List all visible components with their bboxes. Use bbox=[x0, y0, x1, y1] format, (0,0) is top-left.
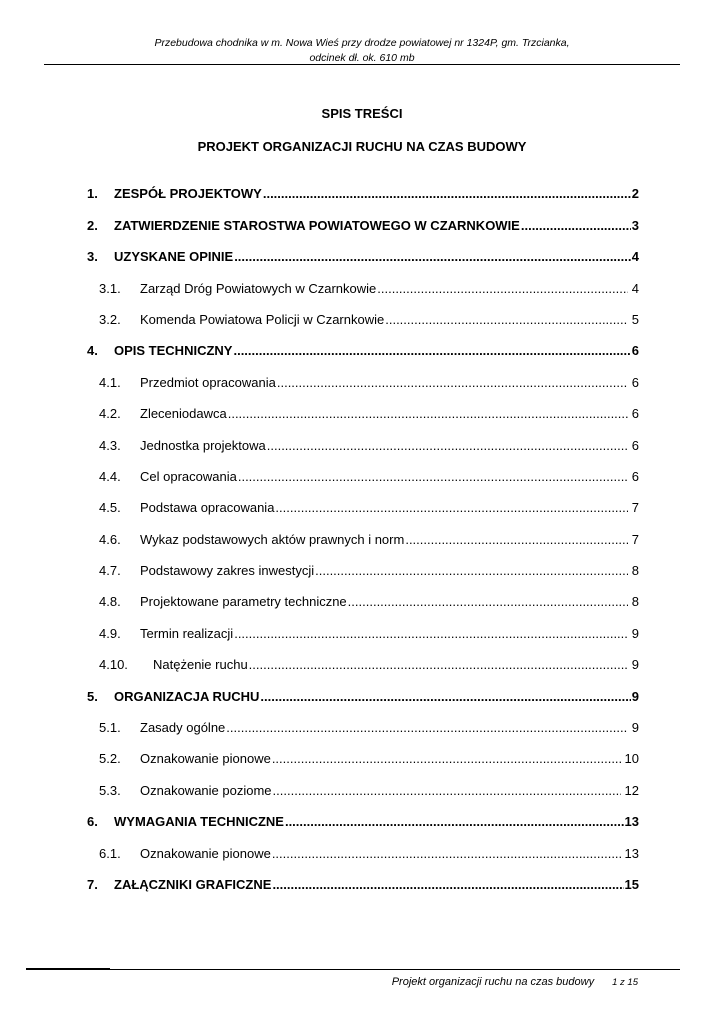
toc-entry-page: 13 bbox=[624, 845, 639, 861]
toc-entry[interactable] bbox=[87, 421, 639, 452]
toc-entry-title: Oznakowanie pionowe bbox=[140, 751, 271, 767]
toc-entry[interactable] bbox=[87, 233, 639, 264]
toc-entry[interactable] bbox=[87, 201, 639, 232]
toc-leader-dots bbox=[234, 626, 628, 641]
toc-entry-title: ORGANIZACJA RUCHU bbox=[114, 688, 260, 704]
toc-leader-dots bbox=[385, 312, 628, 327]
toc-entry-title: Zleceniodawca bbox=[140, 406, 227, 422]
toc-entry-number: 7. bbox=[87, 876, 98, 892]
page-number: 1 z 15 bbox=[612, 977, 638, 988]
toc-entry-page: 13 bbox=[624, 814, 639, 830]
toc-leader-dots bbox=[273, 783, 621, 798]
toc-leader-dots bbox=[272, 846, 621, 861]
toc-entry-number: 3.2. bbox=[99, 311, 121, 327]
toc-subtitle: PROJEKT ORGANIZACJI RUCHU NA CZAS BUDOWY bbox=[197, 139, 527, 154]
toc-entry-page: 15 bbox=[624, 876, 639, 892]
toc-leader-dots bbox=[377, 281, 628, 296]
toc-leader-dots bbox=[238, 469, 628, 484]
toc-entry-number: 6. bbox=[87, 814, 98, 830]
toc-leader-dots bbox=[260, 689, 630, 704]
toc-entry-page: 4 bbox=[631, 280, 639, 296]
toc-entry-page: 8 bbox=[631, 594, 639, 610]
toc-entry[interactable] bbox=[87, 453, 639, 484]
toc-entry[interactable] bbox=[87, 484, 639, 515]
toc-entry-page: 4 bbox=[631, 249, 639, 265]
toc-entry-page: 9 bbox=[631, 657, 639, 673]
toc-entry-page: 9 bbox=[631, 720, 639, 736]
toc-entry-title: Projektowane parametry techniczne bbox=[140, 594, 347, 610]
toc-entry-page: 12 bbox=[624, 782, 639, 798]
toc-entry-page: 2 bbox=[631, 186, 639, 202]
toc-entry-number: 4.1. bbox=[99, 374, 121, 390]
toc-entry-page: 9 bbox=[631, 688, 639, 704]
toc-entry-number: 4.10. bbox=[99, 657, 128, 673]
toc-entry[interactable] bbox=[87, 264, 639, 295]
toc-entry-title: Cel opracowania bbox=[140, 468, 237, 484]
toc-entry-title: Podstawa opracowania bbox=[140, 500, 275, 516]
toc-leader-dots bbox=[405, 532, 627, 547]
toc-leader-dots bbox=[234, 249, 631, 264]
toc-leader-dots bbox=[277, 375, 628, 390]
toc-entry-number: 5. bbox=[87, 688, 98, 704]
toc-entry-page: 5 bbox=[631, 311, 639, 327]
toc-entry-title: OPIS TECHNICZNY bbox=[114, 343, 233, 359]
header-line-2: odcinek dł. ok. 610 mb bbox=[309, 52, 415, 64]
toc-leader-dots bbox=[315, 563, 628, 578]
toc-entry-page: 9 bbox=[631, 625, 639, 641]
toc-entry-title: Oznakowanie poziome bbox=[140, 782, 272, 798]
toc-entry-number: 2. bbox=[87, 217, 98, 233]
toc-entry-title: Jednostka projektowa bbox=[140, 437, 266, 453]
toc-entry-page: 7 bbox=[631, 500, 639, 516]
toc-leader-dots bbox=[285, 814, 624, 829]
toc-entry[interactable] bbox=[87, 672, 639, 703]
toc-entry-number: 3.1. bbox=[99, 280, 121, 296]
toc-entry-title: Podstawowy zakres inwestycji bbox=[140, 563, 315, 579]
page-footer bbox=[392, 976, 638, 988]
footer-divider bbox=[26, 969, 680, 970]
toc-entry-number: 4.7. bbox=[99, 563, 121, 579]
toc-entry-page: 6 bbox=[631, 343, 639, 359]
toc-leader-dots bbox=[272, 751, 621, 766]
toc-entry[interactable] bbox=[87, 641, 639, 672]
toc-entry-number: 3. bbox=[87, 249, 98, 265]
toc-entry-number: 5.3. bbox=[99, 782, 121, 798]
toc-entry-title: Termin realizacji bbox=[140, 625, 234, 641]
toc-leader-dots bbox=[348, 594, 628, 609]
toc-entry[interactable] bbox=[87, 829, 639, 860]
toc-entry-page: 6 bbox=[631, 406, 639, 422]
toc-entry-number: 5.2. bbox=[99, 751, 121, 767]
toc-entry-number: 4.3. bbox=[99, 437, 121, 453]
toc-entry[interactable] bbox=[87, 861, 639, 892]
toc-entry-title: Komenda Powiatowa Policji w Czarnkowie bbox=[140, 311, 385, 327]
toc-entry[interactable] bbox=[87, 358, 639, 389]
toc-leader-dots bbox=[228, 406, 628, 421]
toc-entry[interactable] bbox=[87, 609, 639, 640]
table-of-contents bbox=[87, 170, 639, 892]
toc-entry-number: 4.9. bbox=[99, 625, 121, 641]
toc-entry-title: Przedmiot opracowania bbox=[140, 374, 276, 390]
toc-leader-dots bbox=[521, 218, 631, 233]
toc-entry-title: Wykaz podstawowych aktów prawnych i norm bbox=[140, 531, 405, 547]
toc-leader-dots bbox=[249, 657, 628, 672]
toc-entry[interactable] bbox=[87, 327, 639, 358]
toc-entry[interactable] bbox=[87, 515, 639, 546]
toc-entry-number: 1. bbox=[87, 186, 98, 202]
toc-entry-number: 6.1. bbox=[99, 845, 121, 861]
toc-entry[interactable] bbox=[87, 578, 639, 609]
toc-entry-number: 4.2. bbox=[99, 406, 121, 422]
toc-entry-title: ZAŁĄCZNIKI GRAFICZNE bbox=[114, 876, 272, 892]
toc-entry-number: 4.5. bbox=[99, 500, 121, 516]
header-line-1: Przebudowa chodnika w m. Nowa Wieś przy drodze powiatowej nr 1324P, gm. Trzcianka, bbox=[154, 37, 570, 49]
toc-entry-title: Oznakowanie pionowe bbox=[140, 845, 271, 861]
toc-entry[interactable] bbox=[87, 704, 639, 735]
toc-entry[interactable] bbox=[87, 547, 639, 578]
toc-entry[interactable] bbox=[87, 735, 639, 766]
toc-entry-number: 4. bbox=[87, 343, 98, 359]
toc-entry[interactable] bbox=[87, 296, 639, 327]
toc-entry[interactable] bbox=[87, 766, 639, 797]
toc-entry[interactable] bbox=[87, 170, 639, 201]
page-header bbox=[44, 36, 680, 66]
toc-entry-title: Zasady ogólne bbox=[140, 720, 226, 736]
toc-entry-title: UZYSKANE OPINIE bbox=[114, 249, 234, 265]
toc-entry-page: 8 bbox=[631, 563, 639, 579]
toc-entry[interactable] bbox=[87, 798, 639, 829]
toc-entry[interactable] bbox=[87, 390, 639, 421]
toc-leader-dots bbox=[267, 438, 628, 453]
toc-leader-dots bbox=[263, 186, 631, 201]
toc-entry-number: 4.6. bbox=[99, 531, 121, 547]
toc-entry-title: ZESPÓŁ PROJEKTOWY bbox=[114, 186, 262, 202]
toc-entry-title: Natężenie ruchu bbox=[153, 657, 248, 673]
toc-leader-dots bbox=[272, 877, 623, 892]
toc-entry-page: 7 bbox=[631, 531, 639, 547]
toc-entry-number: 5.1. bbox=[99, 720, 121, 736]
toc-leader-dots bbox=[233, 343, 630, 358]
footer-text: Projekt organizacji ruchu na czas budowy bbox=[391, 976, 595, 988]
toc-entry-page: 6 bbox=[631, 468, 639, 484]
header-divider bbox=[44, 64, 680, 65]
toc-entry-number: 4.8. bbox=[99, 594, 121, 610]
toc-leader-dots bbox=[226, 720, 627, 735]
toc-entry-title: WYMAGANIA TECHNICZNE bbox=[114, 814, 284, 830]
toc-entry-page: 10 bbox=[624, 751, 639, 767]
toc-entry-page: 3 bbox=[631, 217, 639, 233]
toc-entry-number: 4.4. bbox=[99, 468, 121, 484]
toc-entry-title: Zarząd Dróg Powiatowych w Czarnkowie bbox=[140, 280, 377, 296]
toc-leader-dots bbox=[275, 500, 627, 515]
toc-title: SPIS TREŚCI bbox=[321, 106, 403, 121]
toc-entry-page: 6 bbox=[631, 374, 639, 390]
toc-entry-title: ZATWIERDZENIE STAROSTWA POWIATOWEGO W CZARNKOWIE bbox=[114, 217, 520, 233]
toc-entry-page: 6 bbox=[631, 437, 639, 453]
